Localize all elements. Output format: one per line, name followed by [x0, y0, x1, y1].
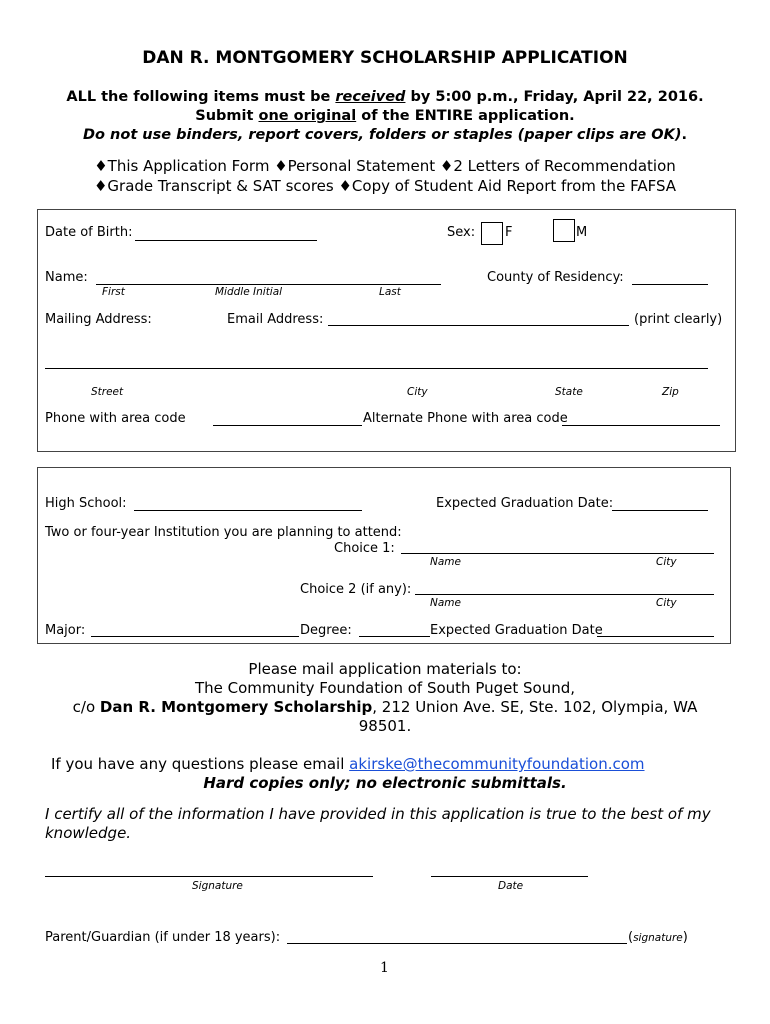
addr-zip-label: Zip	[662, 386, 679, 398]
dob-field[interactable]	[135, 240, 317, 241]
mail-line-1: Please mail application materials to:	[248, 660, 522, 678]
name-label: Name:	[45, 270, 88, 285]
date-label: Date	[498, 880, 524, 892]
sex-f-checkbox[interactable]	[481, 222, 503, 245]
choice1-name-label: Name	[430, 556, 461, 568]
expected-grad-label: Expected Graduation Date:	[436, 496, 614, 511]
choice1-city-label: City	[656, 556, 677, 568]
binders-line	[0, 127, 770, 143]
degree-label: Degree:	[300, 623, 352, 638]
mail-line-3-pre: c/o	[72, 698, 100, 716]
contact-email-link[interactable]: akirske@thecommunityfoundation.com	[349, 755, 645, 773]
parent-signature-note	[628, 930, 688, 945]
checklist-line-2: ♦Grade Transcript & SAT scores ♦Copy of Student Aid Report from the FAFSA	[93, 177, 677, 195]
expected-grad-label-2: Expected Graduation Date	[430, 623, 603, 638]
parent-signature-label: signature	[633, 932, 683, 944]
questions-text: If you have any questions please email	[51, 755, 350, 773]
page-title: DAN R. MONTGOMERY SCHOLARSHIP APPLICATION	[142, 48, 628, 68]
high-school-field[interactable]	[134, 510, 362, 511]
county-label: County of Residency:	[487, 270, 624, 285]
addr-city-label: City	[407, 386, 428, 398]
choice2-label: Choice 2 (if any):	[300, 582, 412, 597]
name-middle-label: Middle Initial	[215, 286, 283, 298]
alt-phone-field[interactable]	[562, 425, 720, 426]
expected-grad-field[interactable]	[612, 510, 708, 511]
mailing-address-label: Mailing Address:	[45, 312, 152, 327]
binders-text: Do not use binders, report covers, folders or staples (paper clips are OK)	[83, 127, 682, 143]
signature-label: Signature	[192, 880, 243, 892]
degree-field[interactable]	[359, 636, 430, 637]
major-label: Major:	[45, 623, 86, 638]
parent-guardian-label: Parent/Guardian (if under 18 years):	[45, 930, 281, 945]
sex-m-label: M	[576, 225, 588, 240]
submit-line	[0, 108, 770, 124]
dob-label: Date of Birth:	[45, 225, 133, 240]
choice2-field[interactable]	[415, 594, 714, 595]
choice2-city-label: City	[656, 597, 677, 609]
name-field[interactable]	[96, 284, 441, 285]
mail-line-3-post: , 212 Union Ave. SE, Ste. 102, Olympia, WA	[372, 698, 698, 716]
submit-pre: Submit	[195, 108, 259, 124]
sex-m-checkbox[interactable]	[553, 219, 575, 242]
mail-line-4: 98501.	[358, 717, 412, 735]
deadline-line	[0, 89, 770, 105]
parent-signature-field[interactable]	[287, 943, 627, 944]
major-field[interactable]	[91, 636, 299, 637]
email-address-label: Email Address:	[227, 312, 324, 327]
name-first-label: First	[102, 286, 125, 298]
questions-line	[51, 755, 645, 773]
hard-copies-note: Hard copies only; no electronic submittals.	[203, 774, 567, 792]
paren-open: (	[628, 930, 634, 945]
county-field[interactable]	[632, 284, 708, 285]
choice1-label: Choice 1:	[334, 541, 395, 556]
expected-grad-field-2[interactable]	[597, 636, 714, 637]
phone-label: Phone with area code	[45, 411, 186, 426]
deadline-pre: ALL the following items must be	[66, 89, 336, 105]
choice1-field[interactable]	[401, 553, 714, 554]
mail-line-3	[0, 698, 770, 716]
name-last-label: Last	[379, 286, 401, 298]
institution-label: Two or four-year Institution you are planning to attend:	[45, 525, 402, 540]
submit-one-original: one original	[258, 108, 357, 124]
print-clearly-note: (print clearly)	[634, 312, 723, 327]
date-field[interactable]	[431, 876, 588, 877]
checklist-line-1: ♦This Application Form ♦Personal Statement ♦2 Letters of Recommendation	[94, 157, 676, 175]
addr-state-label: State	[555, 386, 583, 398]
page-number: 1	[380, 960, 389, 976]
mail-line-2: The Community Foundation of South Puget Sound,	[194, 679, 576, 697]
choice2-name-label: Name	[430, 597, 461, 609]
binders-period: .	[681, 127, 687, 143]
signature-field[interactable]	[45, 876, 373, 877]
sex-f-label: F	[505, 225, 513, 240]
phone-field[interactable]	[213, 425, 362, 426]
mailing-address-field[interactable]	[45, 368, 708, 369]
sex-label: Sex:	[447, 225, 476, 240]
certify-line-1: I certify all of the information I have provided in this application is true to the best of my	[45, 805, 711, 823]
certify-line-2: knowledge.	[45, 824, 132, 842]
submit-post: of the ENTIRE application.	[356, 108, 575, 124]
mail-scholarship-name: Dan R. Montgomery Scholarship	[99, 698, 373, 716]
email-field[interactable]	[328, 325, 629, 326]
high-school-label: High School:	[45, 496, 127, 511]
deadline-received: received	[335, 89, 406, 105]
paren-close: )	[682, 930, 688, 945]
alt-phone-label: Alternate Phone with area code	[363, 411, 568, 426]
addr-street-label: Street	[91, 386, 124, 398]
deadline-post: by 5:00 p.m., Friday, April 22, 2016.	[405, 89, 704, 105]
